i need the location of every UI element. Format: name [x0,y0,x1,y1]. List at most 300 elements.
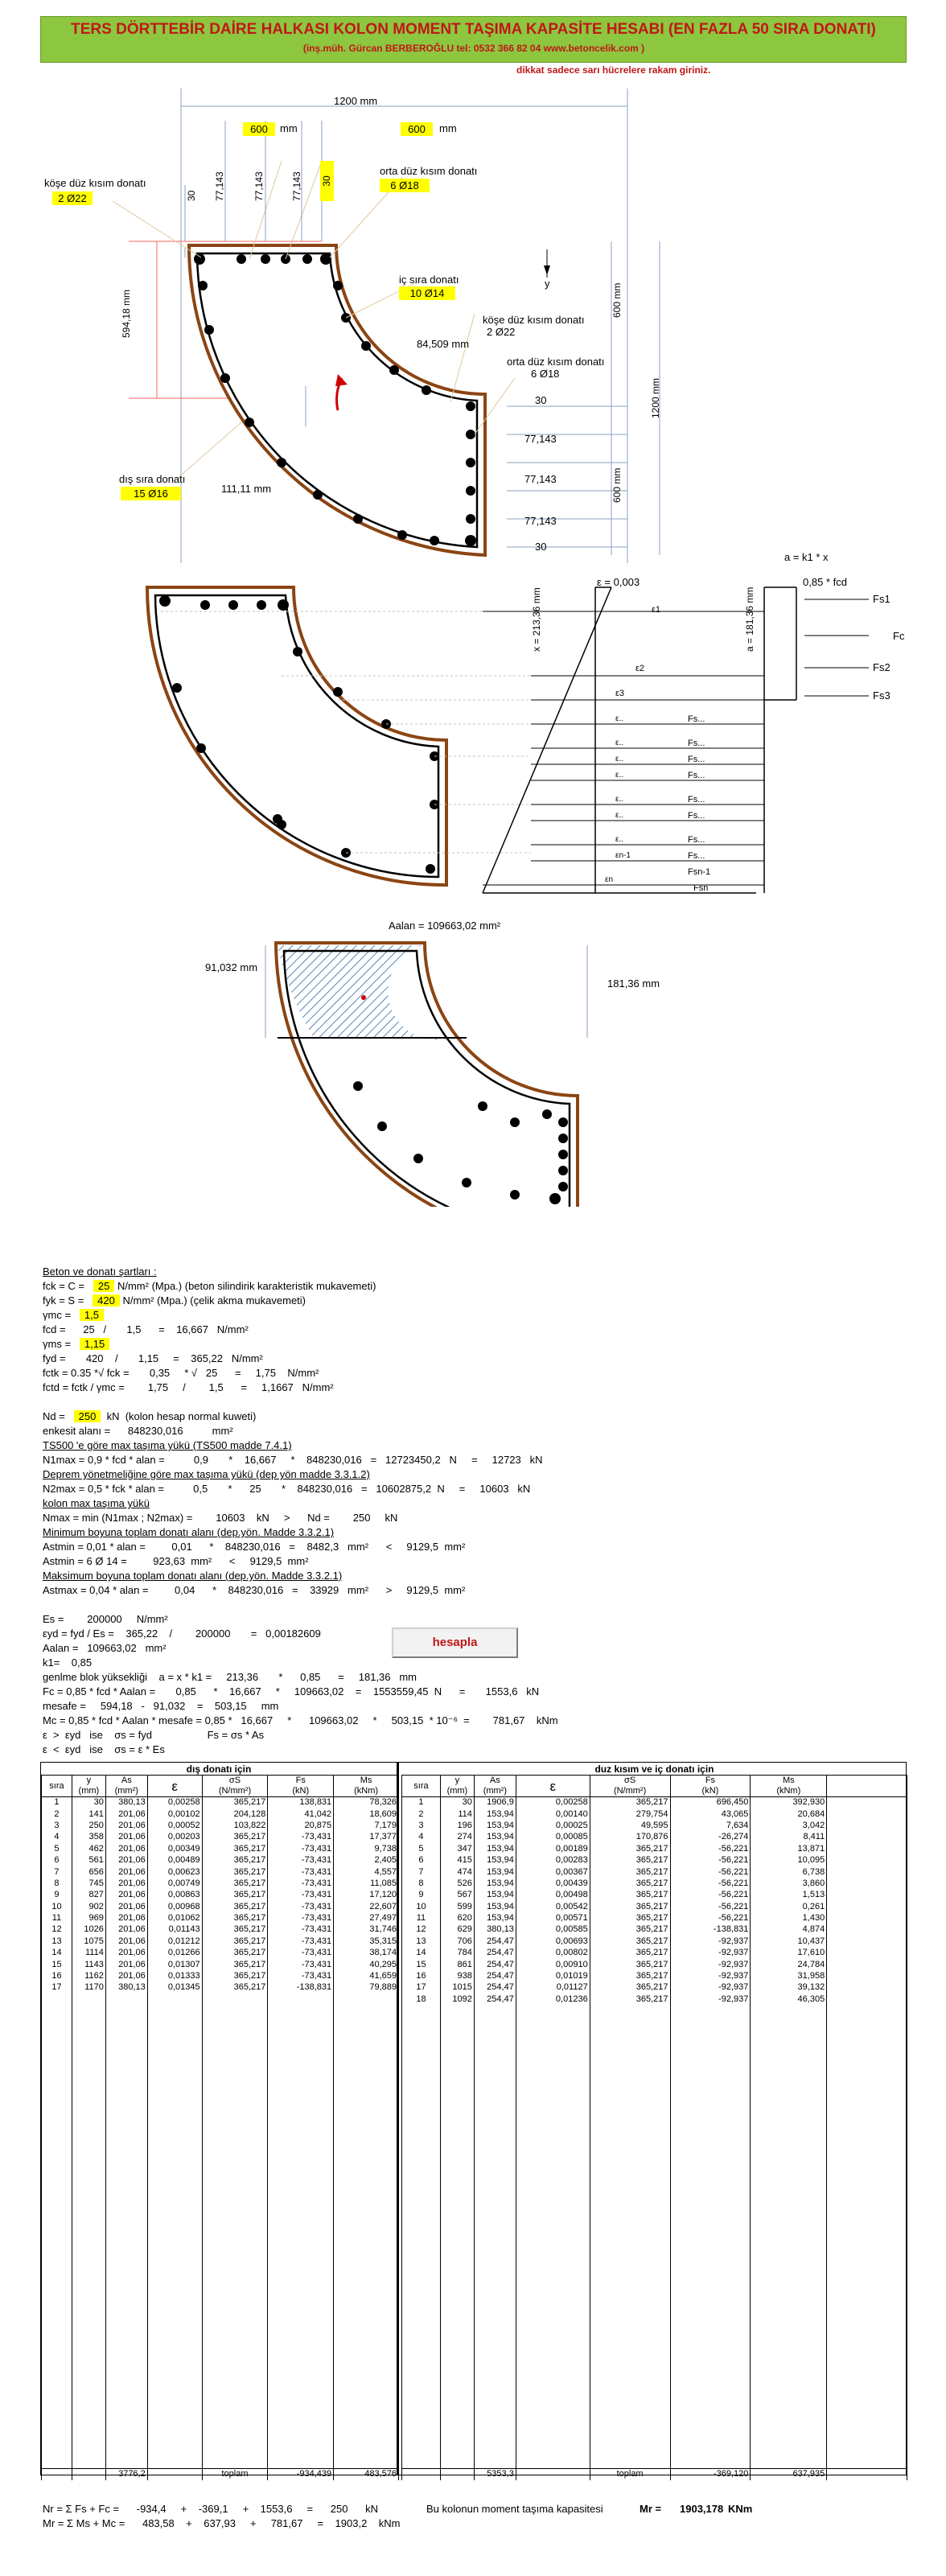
table-cell: 20,684 [751,1809,827,1820]
outer-rebar-title: dış donatı için [41,1763,397,1776]
table-cell [516,2283,590,2294]
table-cell [440,2191,474,2202]
table-cell [42,2341,72,2352]
table-cell [334,2144,399,2155]
table-cell: 365,217 [590,1948,670,1959]
table-cell [827,2434,907,2445]
table-row [402,2260,907,2271]
input-fck[interactable]: 25 [93,1280,114,1292]
table-cell: 392,930 [751,1797,827,1809]
table-cell [474,2006,516,2017]
col-eps-r: ε [516,1776,590,1797]
table-cell [402,2318,441,2329]
table-cell [590,2144,670,2155]
table-cell [147,2028,202,2039]
strain-e4: ε.. [615,714,624,723]
table-cell: 201,06 [105,1809,147,1820]
table-cell [670,2376,751,2387]
table-cell: 0,261 [751,1901,827,1912]
table-cell [827,1912,907,1924]
table-cell: 0,00349 [147,1843,202,1854]
table-cell [334,2051,399,2063]
table-cell [827,1936,907,1947]
table-cell [334,2283,399,2294]
table-cell [72,2133,105,2144]
table-cell: 17,610 [751,1948,827,1959]
table-cell [590,2318,670,2329]
table-cell [751,2225,827,2237]
table-row [402,2457,907,2468]
table-cell [42,2283,72,2294]
table-cell [751,2191,827,2202]
dim-v1200: 1200 mm [650,377,661,418]
table-cell [42,2249,72,2260]
table-cell: 365,217 [202,1866,268,1878]
table-cell [72,2294,105,2306]
table-cell [516,2422,590,2434]
total-cell [72,2468,105,2479]
table-cell [42,2434,72,2445]
table-cell [440,2445,474,2456]
table-cell [590,2352,670,2364]
table-cell: 0,00102 [147,1809,202,1820]
row-n1max: N1max = 0,9 * fcd * alan = 0,9 * 16,667 * 848230,016 = 12723450,2 N = 12723 kN [43,1454,543,1466]
table-cell: 12 [42,1924,72,1936]
input-gms[interactable]: 1,15 [80,1338,109,1350]
table-cell [334,2225,399,2237]
table-cell [147,2410,202,2422]
table-cell: 138,831 [268,1797,334,1809]
table-cell: 0,00189 [516,1843,590,1854]
table-cell [105,2109,147,2121]
table-cell [402,2167,441,2179]
table-cell [147,2179,202,2190]
table-cell [827,2098,907,2109]
table-cell [202,2179,268,2190]
calculate-button[interactable]: hesapla [392,1627,518,1658]
table-cell [751,2272,827,2283]
table-cell: 0,00910 [516,1959,590,1970]
table-row [42,2028,399,2039]
table-cell [440,2086,474,2097]
block-depth: a = 181,36 mm [744,586,755,652]
table-cell [827,1948,907,1959]
table-row [402,2376,907,2387]
table-cell [147,2283,202,2294]
table-cell [751,2098,827,2109]
table-cell [670,2329,751,2340]
table-cell: -73,431 [268,1890,334,1901]
table-cell [670,2202,751,2213]
table-cell: 11 [42,1912,72,1924]
table-cell: 41,042 [268,1809,334,1820]
table-cell [42,2422,72,2434]
table-row [402,2063,907,2074]
table-cell [105,2063,147,2074]
table-cell: 8 [42,1878,72,1889]
table-cell [440,2040,474,2051]
table-cell [516,2202,590,2213]
table-cell [105,2457,147,2468]
table-cell: 365,217 [590,1936,670,1947]
input-fyk[interactable]: 420 [93,1294,120,1307]
table-cell: 27,497 [334,1912,399,1924]
dim-top-1: 30 [186,190,197,201]
table-cell [202,2075,268,2086]
table-cell [827,1820,907,1831]
table-cell [474,2225,516,2237]
table-cell: 279,754 [590,1809,670,1820]
table-cell: -138,831 [670,1924,751,1936]
table-cell [72,2352,105,2364]
table-cell: 43,065 [670,1809,751,1820]
inner-rebar-title: duz kısım ve iç donatı için [401,1763,907,1776]
table-cell [268,2167,334,2179]
table-cell [751,2283,827,2294]
table-cell [670,2214,751,2225]
table-row [402,2352,907,2364]
table-cell [105,2179,147,2190]
table-cell [268,2017,334,2028]
table-cell: 526 [440,1878,474,1889]
table-cell: 365,217 [590,1982,670,1994]
total-cell: 3776,2 [105,2468,147,2479]
table-row [42,1912,399,1924]
table-cell [827,2352,907,2364]
corner-bar-right-label: köşe düz kısım donatı [483,314,585,326]
total-cell [402,2468,441,2479]
strain-en1: εn-1 [615,851,631,860]
table-cell: 38,174 [334,1948,399,1959]
force-fs2: Fs2 [873,661,890,673]
table-cell [105,2017,147,2028]
table-cell [334,2352,399,2364]
input-outer-bars[interactable]: 15 Ø16 [121,487,181,500]
table-cell [268,2434,334,2445]
table-cell [474,2294,516,2306]
table-cell [147,2109,202,2121]
col-sigma-r: σS (N/mm²) [590,1776,670,1797]
table-cell [402,2260,441,2271]
input-gmc[interactable]: 1,5 [80,1309,104,1321]
dim-right-3: 77,143 [524,473,557,485]
table-cell [474,2399,516,2410]
table-cell [827,1843,907,1854]
table-cell [670,2017,751,2028]
total-cell: -934,439 [268,2468,334,2479]
table-cell: 254,47 [474,1936,516,1947]
input-cover-top[interactable]: 30 [320,161,334,201]
total-cell: 483,576 [334,2468,399,2479]
mid-bar-right-label: orta düz kısım donatı [507,356,605,368]
table-cell [72,2156,105,2167]
row-mesafe: mesafe = 594,18 - 91,032 = 503,15 mm [43,1700,279,1712]
input-inner-bars[interactable]: 10 Ø14 [399,286,455,300]
table-cell [42,1994,72,2005]
unit-nd: kN (kolon hesap normal kuweti) [106,1410,257,1422]
table-cell [590,2225,670,2237]
row-fyk [43,1294,306,1308]
table-cell [751,2144,827,2155]
table-cell [474,2109,516,2121]
table-cell [42,2202,72,2213]
table-cell [670,2051,751,2063]
table-cell [334,2028,399,2039]
table-row [42,1866,399,1878]
dim-total-width: 1200 mm [334,95,378,107]
table-cell [72,2040,105,2051]
table-cell [440,2329,474,2340]
table-cell [590,2457,670,2468]
fs-6: Fs... [688,811,705,821]
table-cell [147,2156,202,2167]
table-cell [440,2156,474,2167]
table-cell [147,2225,202,2237]
table-cell [202,2364,268,2376]
table-cell: 474 [440,1866,474,1878]
table-cell [402,2202,441,2213]
table-row [42,2318,399,2329]
neutral-axis-depth: x = 213,36 mm [531,587,542,652]
fs-4: Fs... [688,771,705,780]
table-cell [474,2017,516,2028]
mid-bar-right-value: 6 Ø18 [531,368,560,380]
table-cell [590,2445,670,2456]
table-cell: 16 [42,1970,72,1981]
table-cell [751,2167,827,2179]
table-cell [827,2017,907,2028]
table-cell [516,2006,590,2017]
table-cell [474,2179,516,2190]
table-cell: 8,411 [751,1832,827,1843]
dim-right-4: 77,143 [524,515,557,527]
table-cell: 5 [42,1843,72,1854]
table-cell: -92,937 [670,1970,751,1981]
col-sira: sıra [42,1776,72,1797]
col-y-r: y (mm) [440,1776,474,1797]
table-cell [827,2387,907,2398]
table-cell [268,2040,334,2051]
table-cell: 0,00258 [147,1797,202,1809]
table-cell [105,2006,147,2017]
table-cell [670,2121,751,2132]
table-cell [590,2249,670,2260]
table-cell [42,2318,72,2329]
table-cell [268,2006,334,2017]
table-cell [147,2133,202,2144]
table-cell: 0,00203 [147,1832,202,1843]
table-cell [670,2086,751,2097]
input-width-a[interactable]: 600 [243,122,275,136]
table-row [42,1843,399,1854]
table-cell: 41,659 [334,1970,399,1981]
table-cell: 365,217 [590,1901,670,1912]
strain-e1: ε1 [652,605,661,615]
table-cell [105,2376,147,2387]
table-cell: 7 [402,1866,441,1878]
table-cell [72,2179,105,2190]
table-cell [516,2133,590,2144]
table-cell [474,2341,516,2352]
total-cell: 637,935 [751,2468,827,2479]
table-cell [42,2191,72,2202]
table-cell [474,2167,516,2179]
table-cell [474,2237,516,2248]
table-cell [147,2434,202,2445]
table-cell [590,2051,670,2063]
table-cell [72,2006,105,2017]
table-cell: 365,217 [202,1924,268,1936]
table-cell [147,2167,202,2179]
input-mid-bars[interactable]: 6 Ø18 [380,179,430,192]
table-cell: 3,860 [751,1878,827,1889]
table-cell: 3,042 [751,1820,827,1831]
outer-rebar-table [41,1776,399,2480]
table-cell [590,2075,670,2086]
table-cell: 153,94 [474,1866,516,1878]
table-cell [440,2028,474,2039]
table-row [402,1854,907,1866]
table-cell: 0,00623 [147,1866,202,1878]
table-cell [105,2341,147,2352]
row-aalan: Aalan = 109663,02 mm² [43,1642,167,1654]
table-cell [402,2214,441,2225]
table-cell: 7,634 [670,1820,751,1831]
table-cell [72,2399,105,2410]
table-cell [72,2376,105,2387]
table-cell [268,2214,334,2225]
table-cell [202,2006,268,2017]
table-cell: 784 [440,1948,474,1959]
table-cell [147,2006,202,2017]
table-cell [268,2422,334,2434]
mr-label: Mr = [640,2503,662,2515]
table-cell [268,2283,334,2294]
label-nd: Nd = [43,1410,65,1422]
table-cell [827,2376,907,2387]
table-cell [105,2364,147,2376]
table-row [402,2341,907,2352]
input-corner-bars[interactable]: 2 Ø22 [52,191,93,205]
table-cell [72,2272,105,2283]
table-cell [268,2387,334,2398]
input-width-b[interactable]: 600 [401,122,433,136]
table-cell [516,2040,590,2051]
table-cell: 141 [72,1809,105,1820]
table-cell: -26,274 [670,1832,751,1843]
table-cell [590,2167,670,2179]
table-cell [268,2121,334,2132]
table-cell [402,2294,441,2306]
table-cell: 201,06 [105,1936,147,1947]
table-cell: 31,958 [751,1970,827,1981]
fs-8: Fs... [688,851,705,861]
table-cell [670,2422,751,2434]
table-cell: 254,47 [474,1970,516,1981]
table-cell: 201,06 [105,1832,147,1843]
table-row [402,2191,907,2202]
table-cell [202,2028,268,2039]
table-cell: 153,94 [474,1809,516,1820]
total-cell: toplam [202,2468,268,2479]
table-cell: 16 [402,1970,441,1981]
table-cell: 1075 [72,1936,105,1947]
table-cell [670,2006,751,2017]
table-cell: -138,831 [268,1982,334,1994]
strain-e9: ε.. [615,811,624,820]
table-row [402,2237,907,2248]
table-cell: -73,431 [268,1866,334,1878]
table-cell [440,2225,474,2237]
table-cell [516,2376,590,2387]
table-row [42,1959,399,1970]
table-cell [72,2410,105,2422]
table-cell [268,2329,334,2340]
table-cell [42,2387,72,2398]
table-cell [202,2352,268,2364]
table-cell: 2 [402,1809,441,1820]
table-cell [827,2202,907,2213]
table-cell [202,2306,268,2318]
table-cell [268,2294,334,2306]
table-cell [202,2329,268,2340]
table-cell [105,2121,147,2132]
table-cell [42,2098,72,2109]
table-cell: 14 [402,1948,441,1959]
table-cell [334,2306,399,2318]
table-cell [474,2098,516,2109]
table-cell [670,2434,751,2445]
table-cell [268,2272,334,2283]
table-cell [72,2237,105,2248]
table-cell [402,2040,441,2051]
table-cell [516,2121,590,2132]
table-cell [751,2051,827,2063]
table-cell [402,2051,441,2063]
table-cell: 103,822 [202,1820,268,1831]
table-cell [440,2098,474,2109]
table-row [42,2399,399,2410]
table-cell [105,2051,147,2063]
stress-diagram [147,587,869,893]
table-cell [751,2121,827,2132]
table-cell [827,2040,907,2051]
table-cell: 0,00802 [516,1948,590,1959]
table-cell [147,2457,202,2468]
table-cell [147,2144,202,2155]
table-cell [72,2364,105,2376]
table-cell: 365,217 [590,1866,670,1878]
input-nd[interactable]: 250 [74,1410,101,1422]
table-cell: 4 [402,1832,441,1843]
table-row [402,2387,907,2398]
table-cell: -56,221 [670,1843,751,1854]
fs-3: Fs... [688,755,705,764]
table-cell [72,2249,105,2260]
table-row [402,1890,907,1901]
table-cell [670,2144,751,2155]
table-cell: 0,01019 [516,1970,590,1981]
table-cell: 365,217 [202,1948,268,1959]
table-cell: 9,738 [334,1843,399,1854]
table-cell: 153,94 [474,1890,516,1901]
col-as: As (mm²) [105,1776,147,1797]
table-cell [751,2249,827,2260]
dim-top-4: 77,143 [291,171,302,201]
table-row [402,2329,907,2340]
table-cell [105,2329,147,2340]
table-row [402,2133,907,2144]
